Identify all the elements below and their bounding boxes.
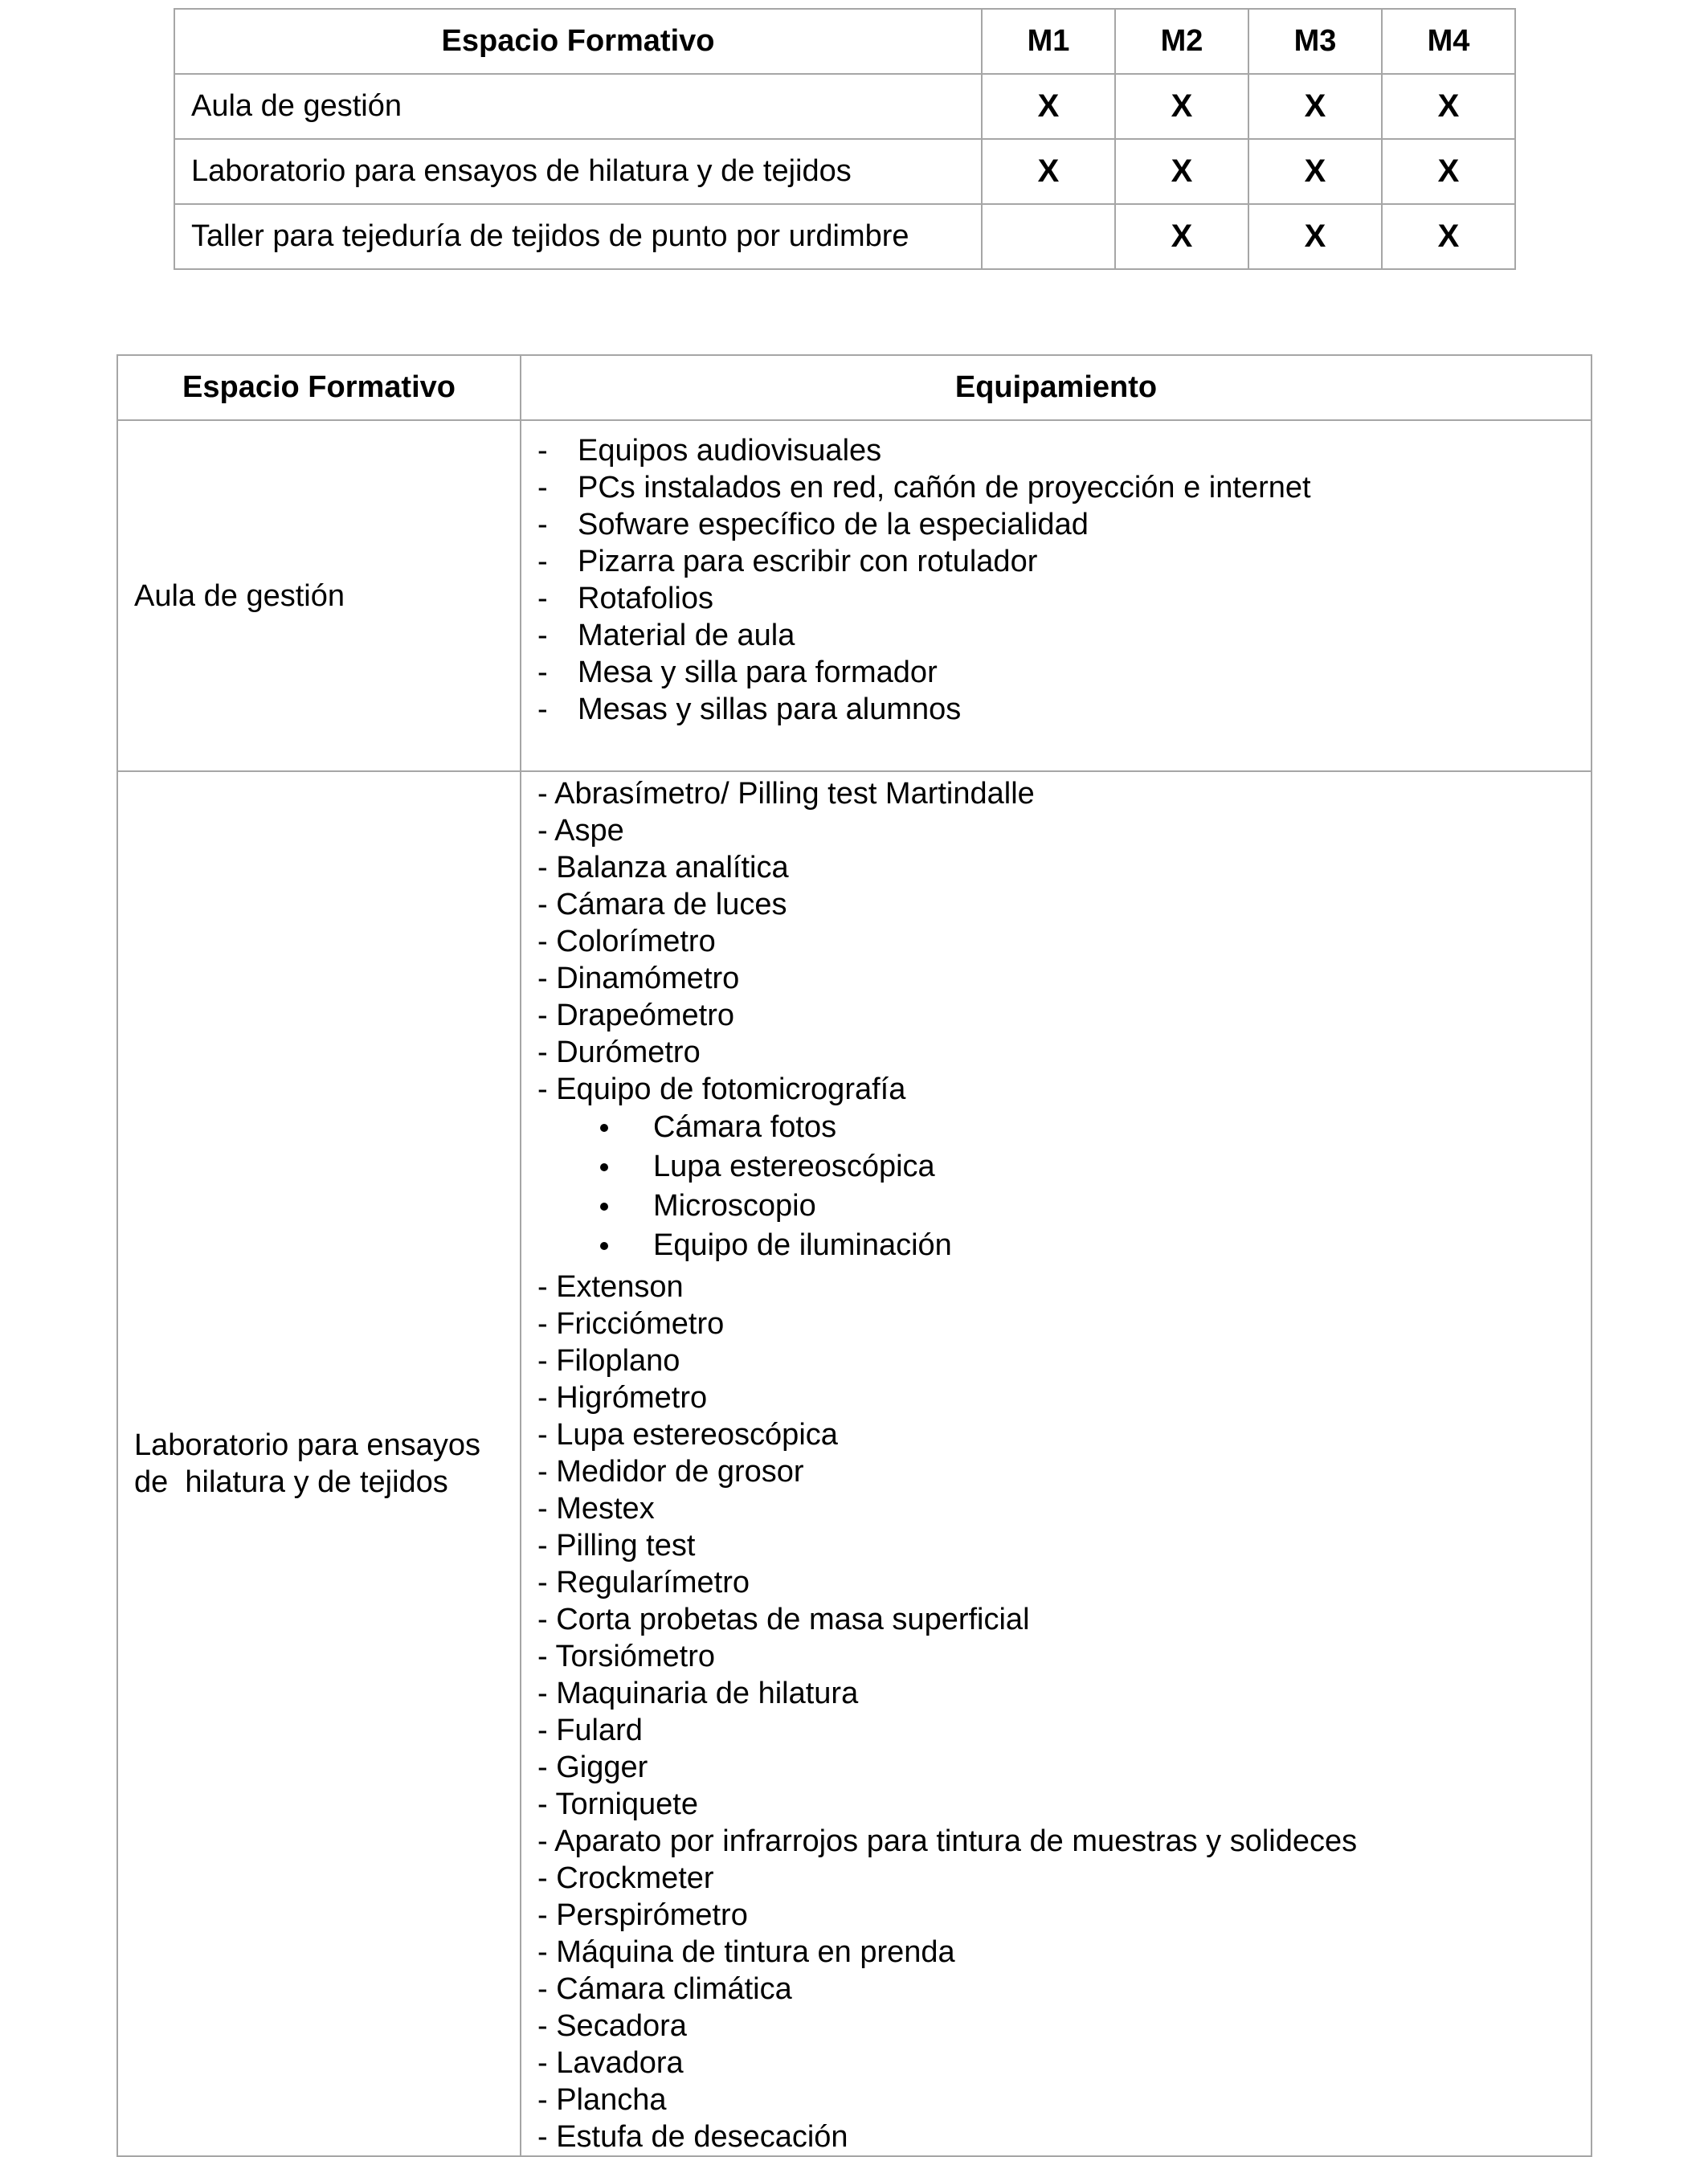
item-text: - Lupa estereoscópica: [537, 1418, 838, 1452]
table-row: [174, 204, 1515, 269]
space-name: Aula de gestión: [174, 74, 982, 139]
header-espacio-formativo: Espacio Formativo: [117, 355, 521, 420]
sub-list-item: [537, 1226, 1591, 1265]
item-text: - Balanza analítica: [537, 851, 789, 884]
item-text: - Estufa de desecación: [537, 2120, 848, 2154]
item-text: - Crockmeter: [537, 1861, 714, 1895]
module-mark: X: [1115, 139, 1248, 204]
header-espacio-formativo: Espacio Formativo: [174, 9, 982, 74]
list-item: [537, 2008, 1591, 2045]
item-text: - Higrómetro: [537, 1381, 708, 1415]
item-text: Material de aula: [578, 619, 795, 652]
item-text: - Equipo de fotomicrografía: [537, 1072, 906, 1106]
item-text: - Gigger: [537, 1751, 648, 1784]
item-text: - Secadora: [537, 2009, 687, 2043]
list-item: [537, 886, 1591, 923]
header-m3: M3: [1248, 9, 1382, 74]
space-name-line: Laboratorio para ensayos: [134, 1428, 480, 1462]
list-item: - Mesa y silla para formador: [537, 656, 938, 689]
item-text: - Fricciómetro: [537, 1307, 725, 1341]
equipment-cell: [521, 420, 1592, 771]
table-row: [117, 771, 1592, 2156]
list-item: [537, 812, 1591, 849]
modules-table: [174, 8, 1516, 270]
module-mark: X: [982, 139, 1115, 204]
list-item: [537, 960, 1591, 997]
item-text: PCs instalados en red, cañón de proyección e internet: [578, 471, 1311, 505]
list-item: [537, 1305, 1591, 1342]
item-text: Sofware específico de la especialidad: [578, 508, 1089, 541]
list-item: [537, 2081, 1591, 2118]
list-item: [537, 1712, 1591, 1749]
list-item: [537, 775, 1591, 812]
header-m4: M4: [1382, 9, 1515, 74]
module-mark: X: [1248, 204, 1382, 269]
item-text: Mesas y sillas para alumnos: [578, 692, 962, 726]
list-item: [537, 1564, 1591, 1601]
sub-list-item: [537, 1108, 1591, 1147]
item-text: - Aparato por infrarrojos para tintura de muestras y solideces: [537, 1824, 1358, 1858]
module-mark: X: [1115, 74, 1248, 139]
space-name: Laboratorio para ensayos de hilatura y de tejidos: [174, 139, 982, 204]
item-text: Equipo de iluminación: [653, 1228, 952, 1262]
item-text: - Colorímetro: [537, 925, 716, 958]
item-text: Equipos audiovisuales: [578, 434, 882, 468]
item-text: - Torsiómetro: [537, 1640, 716, 1673]
item-text: Cámara fotos: [653, 1110, 837, 1144]
list-item: - Mesas y sillas para alumnos: [537, 692, 962, 726]
list-item: [537, 1897, 1591, 1934]
item-text: - Durómetro: [537, 1036, 701, 1069]
list-item: [537, 1638, 1591, 1675]
list-item: [537, 1453, 1591, 1490]
space-name: Taller para tejeduría de tejidos de punto por urdimbre: [174, 204, 982, 269]
item-text: - Maquinaria de hilatura: [537, 1677, 859, 1710]
table-row: [174, 139, 1515, 204]
list-item: [537, 1934, 1591, 1971]
item-text: - Medidor de grosor: [537, 1455, 804, 1489]
equipment-list: [537, 775, 1591, 1108]
list-item: [537, 849, 1591, 886]
item-text: Mesa y silla para formador: [578, 656, 938, 689]
item-text: - Filoplano: [537, 1344, 680, 1378]
list-item: - Equipos audiovisuales: [537, 434, 882, 468]
list-item: - Sofware específico de la especialidad: [537, 508, 1089, 541]
sub-list-item: [537, 1147, 1591, 1187]
sub-list-item: [537, 1187, 1591, 1226]
item-text: - Plancha: [537, 2083, 667, 2117]
list-item: - Material de aula: [537, 619, 795, 652]
list-item: [537, 1379, 1591, 1416]
item-text: Microscopio: [653, 1189, 816, 1223]
list-item: [537, 1749, 1591, 1786]
sub-equipment-list: [537, 1108, 1591, 1265]
module-mark: X: [1248, 74, 1382, 139]
list-item: [537, 1971, 1591, 2008]
equipment-table: [116, 354, 1592, 2157]
equipment-cell: [521, 771, 1592, 2156]
module-mark: X: [1382, 139, 1515, 204]
equipment-list: [537, 432, 1591, 728]
item-text: - Extenson: [537, 1270, 684, 1304]
bullet-icon: [600, 1203, 608, 1211]
header-m1: M1: [982, 9, 1115, 74]
header-equipamiento: Equipamiento: [521, 355, 1592, 420]
list-item: [537, 1342, 1591, 1379]
item-text: - Aspe: [537, 814, 624, 848]
table-row: [174, 74, 1515, 139]
list-item: [537, 1071, 1591, 1108]
bullet-icon: [600, 1242, 608, 1250]
module-mark: [982, 204, 1115, 269]
item-text: - Torniquete: [537, 1787, 698, 1821]
item-text: - Máquina de tintura en prenda: [537, 1935, 955, 1969]
item-text: - Abrasímetro/ Pilling test Martindalle: [537, 777, 1035, 811]
module-mark: X: [1382, 74, 1515, 139]
module-mark: X: [982, 74, 1115, 139]
item-text: - Dinamómetro: [537, 962, 740, 995]
item-text: Pizarra para escribir con rotulador: [578, 545, 1038, 578]
item-text: - Pilling test: [537, 1529, 696, 1563]
list-item: [537, 1786, 1591, 1823]
item-text: - Fulard: [537, 1714, 643, 1747]
list-item: [537, 2118, 1591, 2155]
list-item: [537, 1675, 1591, 1712]
item-text: - Cámara de luces: [537, 888, 787, 921]
item-text: - Mestex: [537, 1492, 655, 1526]
item-text: - Regularímetro: [537, 1566, 750, 1599]
table-row: [117, 420, 1592, 771]
item-text: - Cámara climática: [537, 1972, 792, 2006]
list-item: [537, 1823, 1591, 1860]
space-name: Aula de gestión: [117, 420, 521, 771]
item-text: Rotafolios: [578, 582, 713, 615]
header-m2: M2: [1115, 9, 1248, 74]
list-item: [537, 1268, 1591, 1305]
item-text: Lupa estereoscópica: [653, 1150, 935, 1183]
list-item: [537, 2045, 1591, 2081]
item-text: - Lavadora: [537, 2046, 684, 2080]
item-text: - Drapeómetro: [537, 999, 734, 1032]
list-item: [537, 1601, 1591, 1638]
space-name: [117, 771, 521, 2156]
bullet-icon: [600, 1163, 608, 1171]
list-item: [537, 997, 1591, 1034]
item-text: - Corta probetas de masa superficial: [537, 1603, 1030, 1636]
module-mark: X: [1248, 139, 1382, 204]
bullet-icon: [600, 1124, 608, 1132]
module-mark: X: [1115, 204, 1248, 269]
list-item: [537, 1527, 1591, 1564]
module-mark: X: [1382, 204, 1515, 269]
list-item: [537, 923, 1591, 960]
list-item: [537, 1416, 1591, 1453]
item-text: - Perspirómetro: [537, 1898, 748, 1932]
list-item: - PCs instalados en red, cañón de proyección e internet: [537, 471, 1311, 505]
modules-table-header-row: [174, 9, 1515, 74]
list-item: - Rotafolios: [537, 582, 713, 615]
list-item: [537, 1860, 1591, 1897]
list-item: - Pizarra para escribir con rotulador: [537, 545, 1038, 578]
list-item: [537, 1034, 1591, 1071]
equipment-table-header-row: [117, 355, 1592, 420]
list-item: [537, 1490, 1591, 1527]
equipment-list: [537, 1268, 1591, 2155]
space-name-line: de hilatura y de tejidos: [134, 1465, 448, 1499]
